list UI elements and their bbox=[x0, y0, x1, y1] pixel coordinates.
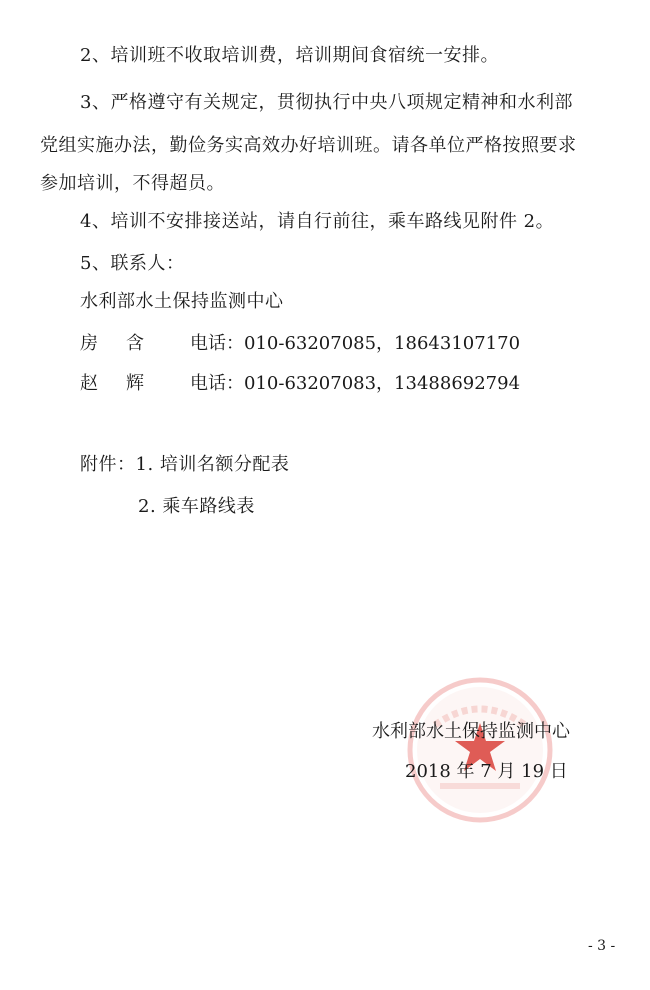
item-3-line-1: 3、严格遵守有关规定，贯彻执行中央八项规定精神和水利部 bbox=[80, 92, 573, 113]
attachment-1: 附件：1. 培训名额分配表 bbox=[80, 454, 290, 475]
item-2: 2、培训班不收取培训费，培训期间食宿统一安排。 bbox=[80, 45, 499, 66]
item-5: 5、联系人： bbox=[80, 253, 185, 274]
signature-date: 2018 年 7 月 19 日 bbox=[405, 761, 568, 782]
contact-org: 水利部水土保持监测中心 bbox=[80, 291, 284, 312]
contact-name-1: 房含 bbox=[80, 333, 172, 354]
item-3-line-2: 党组实施办法，勤俭务实高效办好培训班。请各单位严格按照要求 bbox=[40, 135, 577, 156]
item-3-line-3: 参加培训，不得超员。 bbox=[40, 173, 225, 194]
contact-name-2: 赵辉 bbox=[80, 373, 172, 394]
contact-phone-2: 电话：010-63207083，13488692794 bbox=[190, 373, 521, 394]
attachment-2: 2. 乘车路线表 bbox=[138, 496, 255, 517]
page-number: - 3 - bbox=[588, 938, 616, 954]
signature-org: 水利部水土保持监测中心 bbox=[372, 721, 570, 742]
contact-phone-1: 电话：010-63207085，18643107170 bbox=[190, 333, 521, 354]
item-4: 4、培训不安排接送站，请自行前往，乘车路线见附件 2。 bbox=[80, 211, 555, 232]
official-seal bbox=[405, 675, 555, 825]
